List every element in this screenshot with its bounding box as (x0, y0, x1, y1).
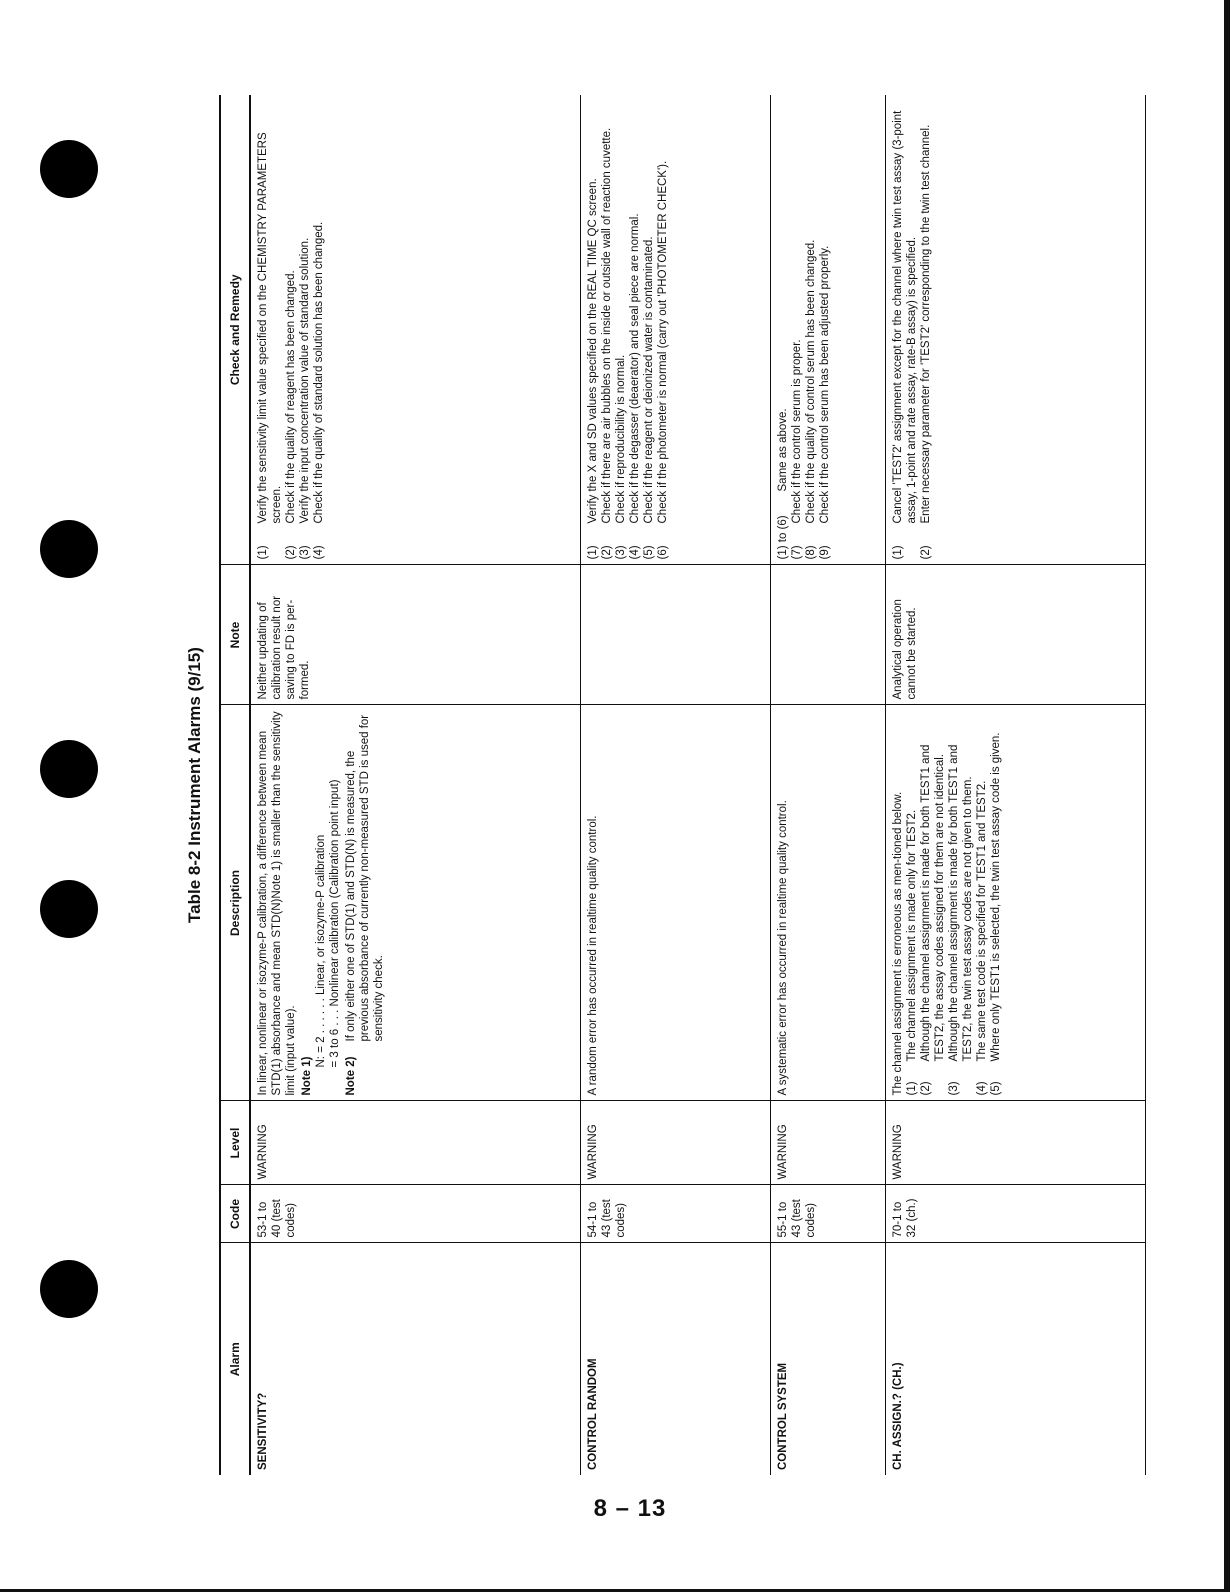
punch-hole-5 (40, 1260, 98, 1318)
check-item: (5) Check if the reagent or deionized water is contaminated. (642, 236, 655, 560)
check-item: (8) Check if the quality of control serum has been changed. (804, 239, 817, 560)
check-item: (4) Check if the quality of standard solution has been changed. (313, 221, 325, 560)
description-item: (2) Although the channel assignment is made for both TEST1 and TEST2, the assay codes assigned for them are not identical. (919, 744, 946, 1096)
alarm-description: A random error has occurred in realtime quality control. (580, 705, 770, 1101)
col-header-code: Code (220, 1185, 250, 1243)
check-item: (2) Check if the quality of reagent has been changed. (285, 270, 297, 560)
alarm-note: Analytical operation cannot be started. (885, 565, 1145, 705)
alarm-name: CH. ASSIGN.? (CH.) (885, 1243, 1145, 1475)
alarm-code: 53-1 to 40 (test codes) (250, 1185, 580, 1243)
table-row (580, 95, 770, 1475)
alarm-name: CONTROL SYSTEM (770, 1243, 885, 1475)
alarm-code: 54-1 to 43 (test codes) (580, 1185, 770, 1243)
table-row (250, 95, 580, 1475)
alarm-checks (770, 95, 885, 565)
check-item: (9) Check if the control serum has been adjusted properly. (818, 245, 831, 560)
alarm-name: SENSITIVITY? (250, 1243, 580, 1475)
check-item: (1) Cancel 'TEST2' assignment except for the channel where twin test assay (3-point assay, 1-point and rate assay, rate-B assay) is specified. (891, 110, 918, 560)
alarm-description (250, 705, 580, 1101)
check-item: (6) Check if the photometer is normal (carry out 'PHOTOMETER CHECK'). (656, 160, 669, 560)
note2-text: If only either one of STD(1) and STD(N) is measured, the previous absorbance of currently non-measured STD is used for sensitivity check. (345, 714, 385, 1042)
col-header-level: Level (220, 1101, 250, 1185)
table-title: Table 8-2 Instrument Alarms (9/15) (185, 647, 204, 923)
alarm-note (580, 565, 770, 705)
alarm-description (885, 705, 1145, 1101)
description-item: (5) Where only TEST1 is selected, the twin test assay code is given. (989, 732, 1002, 1096)
page-number: 8 – 13 (593, 1495, 667, 1522)
alarm-name: CONTROL RANDOM (580, 1243, 770, 1475)
page-edge-right (1224, 0, 1230, 1592)
note1-nonlinear: = 3 to 6 . . . Nonlinear calibration (Calibration point input) (329, 779, 341, 1068)
check-item: (2) Check if there are air bubbles on the inside or outside wall of reaction cuvette. (600, 127, 613, 560)
table-row (770, 95, 885, 1475)
check-item: (2) Enter necessary parameter for 'TEST2' corresponding to the twin test channel. (919, 124, 932, 560)
note2-label: Note 2) (345, 1056, 357, 1096)
description-intro: In linear, nonlinear or isozyme-P calibration, a difference between mean STD(1) absorbance and mean STD(N)Note 1) is smaller than the sensitivity limit (input value). (257, 711, 297, 1096)
check-item: (3) Verify the input concentration value of standard solution. (299, 237, 311, 560)
check-item: (1) Verify the X and SD values specified on the REAL TIME QC screen. (586, 178, 599, 560)
description-item: (4) The same test code is specified for TEST1 and TEST2. (975, 780, 988, 1096)
check-item: (1) Verify the sensitivity limit value specified on the CHEMISTRY PARAMETERS screen. (257, 132, 283, 560)
alarm-checks (250, 95, 580, 565)
col-header-alarm: Alarm (220, 1243, 250, 1475)
table-header-row (220, 95, 250, 1475)
punch-hole-2 (40, 520, 98, 578)
alarm-level: WARNING (885, 1101, 1145, 1185)
description-intro: The channel assignment is erroneous as men-tioned below. (891, 791, 904, 1096)
alarm-note (770, 565, 885, 705)
punch-hole-3 (40, 740, 98, 798)
rotated-table-block (175, 95, 1035, 1475)
alarm-level: WARNING (770, 1101, 885, 1185)
alarm-checks (885, 95, 1145, 565)
note1-label: Note 1) (301, 1056, 313, 1096)
check-item: (3) Check if reproducibility is normal. (614, 354, 627, 560)
col-header-check: Check and Remedy (220, 95, 250, 565)
alarm-note: Neither updating of calibration result nor saving to FD is per-formed. (250, 565, 580, 705)
table-row (885, 95, 1145, 1475)
check-item: (7) Check if the control serum is proper. (790, 339, 803, 560)
description-item: (1) The channel assignment is made only for TEST2. (905, 809, 918, 1096)
alarm-code: 55-1 to 43 (test codes) (770, 1185, 885, 1243)
alarm-level: WARNING (250, 1101, 580, 1185)
col-header-description: Description (220, 705, 250, 1101)
check-item: (1) to (6) Same as above. (776, 408, 789, 560)
col-header-note: Note (220, 565, 250, 705)
alarm-checks (580, 95, 770, 565)
alarm-code: 70-1 to 32 (ch.) (885, 1185, 1145, 1243)
alarm-level: WARNING (580, 1101, 770, 1185)
alarms-table (219, 95, 1146, 1475)
description-item: (3) Although the channel assignment is made for both TEST1 and TEST2, the twin test assay codes are not given to them. (947, 744, 974, 1096)
punch-hole-1 (40, 140, 98, 198)
note1-linear: N: = 2 . . . . . . Linear, or isozyme-P calibration (315, 834, 327, 1068)
punch-hole-4 (40, 880, 98, 938)
check-item: (4) Check if the degasser (deaerator) and seal piece are normal. (628, 213, 641, 560)
alarm-description: A systematic error has occurred in realtime quality control. (770, 705, 885, 1101)
